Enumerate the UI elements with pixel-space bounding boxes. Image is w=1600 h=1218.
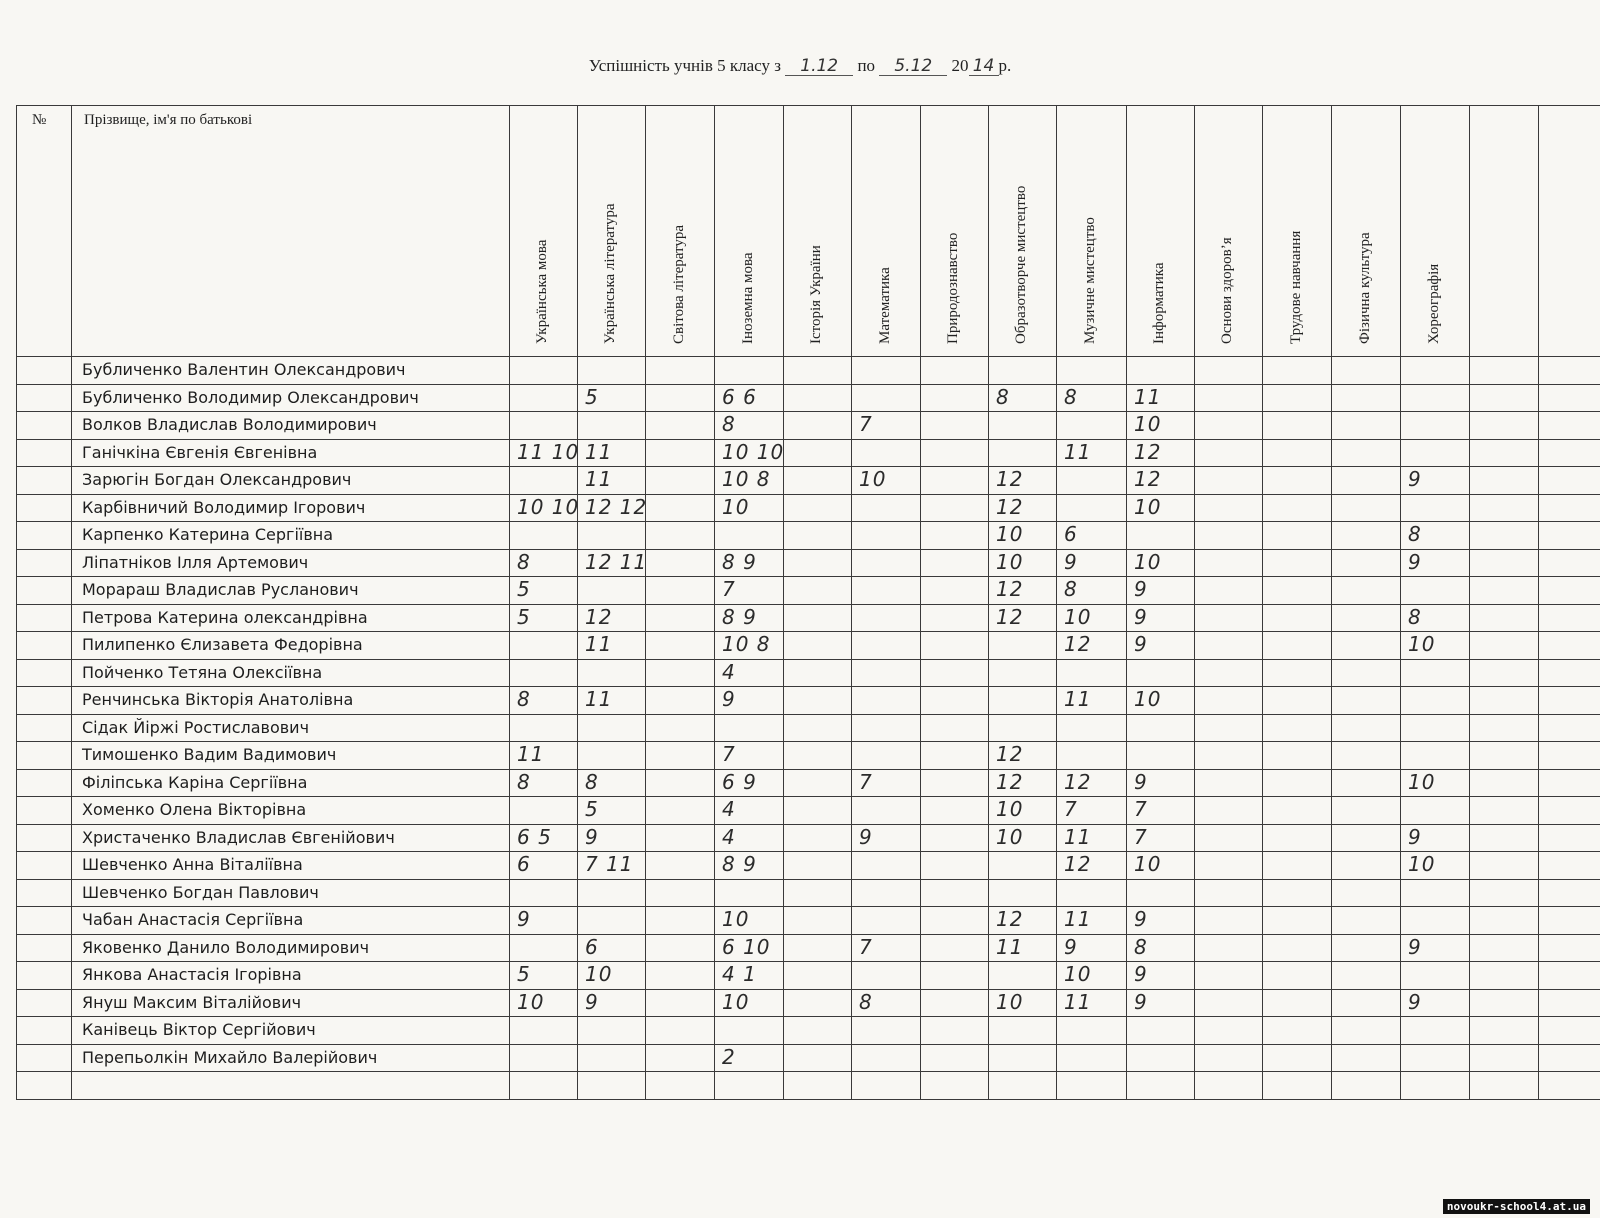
grade-cell: 10 10 [517,494,580,519]
student-name: Пилипенко Єлизавета Федорівна [82,635,363,654]
header-number: № [32,112,47,128]
grade-cell: 8 9 [722,604,757,629]
grade-cell: 6 [517,852,531,876]
grade-cell: 9 [1064,549,1078,574]
row-divider [16,521,1600,522]
grade-cell: 5 [517,962,531,986]
grade-cell: 9 [859,824,873,849]
grade-cell: 9 [1064,934,1078,959]
row-divider [16,549,1600,550]
grade-cell: 5 [585,797,599,821]
grade-cell: 11 [585,687,613,711]
student-name: Канівець Віктор Сергійович [82,1020,316,1039]
subject-header: Українська мова [534,239,550,344]
year-prefix: 20 [951,56,969,75]
grade-cell: 10 8 [722,467,771,491]
student-name: Волков Владислав Володимирович [82,415,377,434]
row-divider [16,934,1600,935]
row-divider [16,604,1600,605]
student-name: Яковенко Данило Володимирович [82,937,370,957]
site-watermark: novoukr-school4.at.ua [1443,1199,1590,1214]
grade-cell: 7 [859,769,873,794]
grade-cell: 4 1 [722,962,757,986]
row-divider [16,879,1600,880]
year-suffix: 14 [969,57,999,76]
student-name: Хоменко Олена Вікторівна [82,800,307,819]
row-divider [16,466,1600,467]
grade-cell: 12 [1134,467,1162,491]
row-divider [16,1071,1600,1072]
grade-cell: 7 [859,412,873,436]
header-divider [16,356,1600,357]
row-divider [16,411,1600,412]
grade-cell: 8 [1134,934,1148,959]
grade-cell: 10 [996,549,1024,574]
grade-cell: 10 [722,907,750,931]
student-name: Карпенко Катерина Сергіївна [82,525,334,544]
grade-cell: 10 10 [722,439,785,464]
grade-cell: 10 [1134,549,1162,574]
title-end: р. [998,56,1012,75]
grade-cell: 4 [722,659,736,684]
grade-cell: 8 [517,687,531,711]
grade-cell: 12 [996,907,1024,931]
grade-cell: 10 [996,989,1024,1014]
subject-header: Математика [876,267,893,344]
grade-cell: 8 [996,384,1010,409]
student-name: Янкова Анастасія Ігорівна [82,965,302,984]
grade-cell: 4 [722,824,736,849]
grade-cell: 11 [517,742,545,766]
grade-cell: 7 [722,577,736,601]
student-name: Шевченко Богдан Павлович [82,882,319,902]
grade-cell: 10 [1134,687,1162,711]
student-name: Чабан Анастасія Сергіївна [82,910,304,929]
row-divider [16,659,1600,660]
row-divider [16,1016,1600,1017]
subject-header: Іноземна мова [739,252,756,344]
row-divider [16,439,1600,440]
grade-cell: 7 [1134,797,1148,821]
grade-cell: 7 [1134,824,1148,849]
grade-cell: 12 [996,742,1024,766]
grade-cell: 10 [585,962,613,986]
grade-cell: 10 [996,824,1024,849]
grade-cell: 12 12 [585,494,648,519]
student-name: Морараш Владислав Русланович [82,580,359,599]
row-divider [16,686,1600,687]
column-divider [1056,105,1057,1100]
grade-cell: 8 9 [722,852,757,876]
row-divider [16,851,1600,852]
column-divider [851,105,852,1100]
student-name: Ренчинська Вікторія Анатолівна [82,690,354,709]
grade-cell: 8 [585,769,599,794]
row-divider [16,989,1600,990]
grade-cell: 9 [1408,989,1422,1014]
column-divider [1400,105,1401,1100]
grade-cell: 7 [722,742,736,766]
student-name: Христаченко Владислав Євгенійович [82,827,395,847]
grade-cell: 10 [996,797,1024,821]
row-divider [16,796,1600,797]
student-name: Януш Максим Віталійович [82,992,302,1012]
row-divider [16,769,1600,770]
row-divider [16,824,1600,825]
grade-cell: 5 [585,384,599,409]
grade-cell: 8 [1408,522,1422,546]
grade-cell: 11 [1064,439,1092,464]
grade-cell: 9 [1134,907,1148,931]
date-to: 5.12 [879,57,947,76]
student-name: Петрова Катерина олександрівна [82,607,368,627]
grade-cell: 12 [1134,439,1162,464]
column-divider [1469,105,1470,1100]
row-divider [16,714,1600,715]
grade-cell: 9 [1408,824,1422,849]
column-divider [577,105,578,1100]
grade-cell: 11 [1064,687,1092,711]
grade-cell: 9 [722,687,736,711]
grade-cell: 7 11 [585,852,634,876]
student-name: Шевченко Анна Віталіївна [82,855,303,874]
student-name: Зарюгін Богдан Олександрович [82,470,352,489]
subject-header: Історія України [808,245,824,344]
grade-cell: 12 11 [585,549,648,574]
row-divider [16,741,1600,742]
grade-cell: 8 9 [722,549,757,574]
grade-cell: 6 [1064,522,1078,546]
grade-cell: 7 [1064,797,1078,821]
grade-cell: 11 [1064,824,1092,849]
student-name: Бубличенко Валентин Олександрович [82,360,406,379]
row-divider [16,1099,1600,1100]
grade-cell: 10 [722,989,750,1014]
grade-cell: 12 [1064,632,1092,656]
subject-header: Інформатика [1151,262,1167,344]
grade-cell: 10 [1134,412,1162,436]
table-border-top [16,105,1600,106]
column-divider [645,105,646,1100]
subject-header: Фізична культура [1356,232,1373,344]
column-divider [1126,105,1127,1100]
grade-cell: 10 [1134,852,1162,876]
grade-cell: 8 [517,769,531,794]
subject-header: Трудове навчання [1287,230,1304,344]
grade-cell: 6 5 [517,824,552,849]
grade-cell: 10 [1408,852,1436,876]
grade-cell: 10 8 [722,632,771,656]
grade-cell: 4 [722,797,736,821]
column-divider [71,105,72,1100]
row-divider [16,906,1600,907]
date-from: 1.12 [785,57,853,76]
grade-cell: 12 [996,467,1024,491]
grade-cell: 9 [1134,577,1148,601]
grade-cell: 8 [1064,384,1078,409]
subject-header: Образотворче мистецтво [1013,185,1029,344]
title-prefix: Успішність учнів 5 класу з [588,56,781,75]
column-divider [1538,105,1539,1100]
grade-cell: 12 [585,604,613,629]
grade-cell: 11 [585,467,613,491]
grade-cell: 9 [1408,467,1422,491]
student-name: Ганічкіна Євгенія Євгенівна [82,442,318,462]
row-divider [16,494,1600,495]
grade-cell: 9 [1134,632,1148,656]
grade-cell: 2 [722,1044,736,1069]
title-middle: по [857,56,876,75]
grade-cell: 11 [1134,384,1162,409]
column-divider [1331,105,1332,1100]
grade-cell: 9 [585,824,599,849]
grade-cell: 9 [1134,604,1148,629]
subject-header: Світова література [670,224,687,344]
student-name: Філіпська Каріна Сергіївна [82,772,308,792]
student-name: Перепьолкін Михайло Валерійович [82,1047,378,1067]
grade-cell: 12 [996,769,1024,794]
student-name: Пойченко Тетяна Олексіївна [82,662,323,682]
grade-cell: 8 [517,549,531,574]
grade-cell: 9 [517,907,531,931]
subject-header: Основи здоров’я [1219,237,1235,344]
column-divider [509,105,510,1100]
grade-cell: 6 [585,934,599,959]
student-name: Сідак Йіржі Ростиславович [82,717,310,737]
grade-cell: 11 [1064,989,1092,1014]
grade-cell: 10 [517,989,545,1014]
grade-cell: 6 9 [722,769,757,794]
grade-cell: 11 [996,934,1024,959]
grade-cell: 9 [1134,989,1148,1014]
row-divider [16,961,1600,962]
grade-cell: 5 [517,604,531,629]
subject-header: Музичне мистецтво [1082,217,1098,344]
grade-cell: 8 [722,412,736,436]
student-name: Тимошенко Вадим Вадимович [82,745,337,764]
grade-cell: 10 [1408,769,1436,794]
grade-cell: 10 [722,494,750,519]
column-divider [920,105,921,1100]
grade-cell: 10 [1408,632,1436,656]
subject-header: Хореографія [1425,263,1442,344]
column-divider [714,105,715,1100]
student-name: Бубличенко Володимир Олександрович [82,387,419,407]
student-name: Карбівничий Володимир Ігорович [82,497,366,517]
column-divider [16,105,17,1100]
grade-cell: 11 [1064,907,1092,931]
grade-cell: 11 10 [517,439,580,464]
grade-cell: 8 [859,989,873,1014]
row-divider [16,576,1600,577]
row-divider [16,631,1600,632]
grade-cell: 6 10 [722,934,771,959]
grade-cell: 10 [859,467,887,491]
grade-cell: 8 [1408,604,1422,629]
grade-cell: 8 [1064,577,1078,601]
subject-header: Природознавство [945,232,961,344]
grade-cell: 12 [1064,852,1092,876]
grade-cell: 10 [996,522,1024,546]
grade-cell: 9 [1408,549,1422,574]
grade-cell: 10 [1064,962,1092,986]
grade-cell: 9 [1134,962,1148,986]
grade-cell: 10 [1064,604,1092,629]
column-divider [988,105,989,1100]
grade-cell: 12 [996,604,1024,629]
grade-cell: 12 [1064,769,1092,794]
grade-cell: 5 [517,577,531,601]
grade-cell: 11 [585,439,613,464]
subject-header: Українська література [602,203,618,344]
header-full-name: Прізвище, ім'я по батькові [84,112,253,128]
grade-cell: 11 [585,632,613,656]
student-name: Ліпатніков Ілля Артемович [82,552,309,572]
column-divider [783,105,784,1100]
grade-cell: 12 [996,577,1024,601]
grade-cell: 12 [996,494,1024,519]
grade-cell: 7 [859,934,873,959]
grade-cell: 9 [585,989,599,1014]
row-divider [16,1044,1600,1045]
grade-cell: 10 [1134,494,1162,519]
grade-cell: 9 [1408,934,1422,959]
column-divider [1262,105,1263,1100]
row-divider [16,384,1600,385]
column-divider [1194,105,1195,1100]
grade-cell: 6 6 [722,384,757,409]
grade-cell: 9 [1134,769,1148,794]
